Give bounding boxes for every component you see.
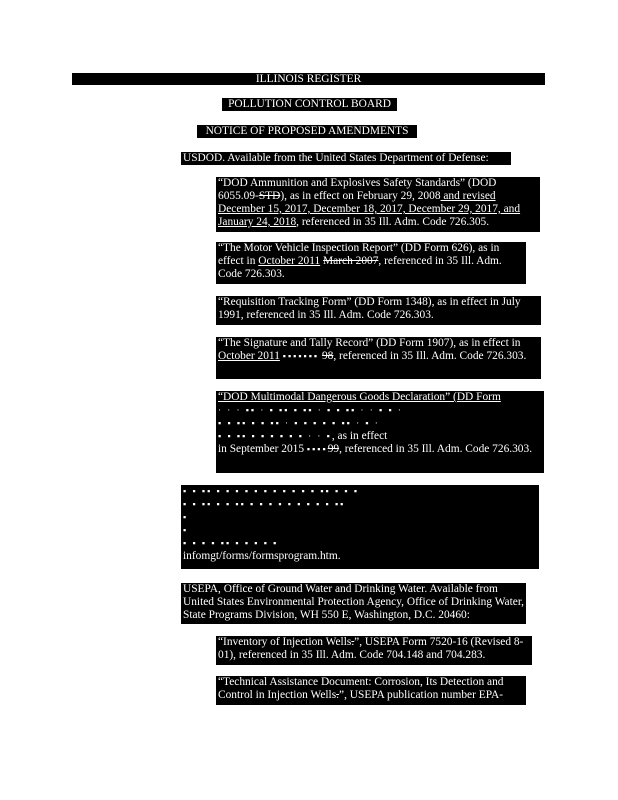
usepa-intro: USEPA, Office of Ground Water and Drinking Water. Available from United States Environmental Protection Agency, Office of Drinking Water, State Programs Division, WH 550 E, Washington, D.C. 20460: (181, 583, 526, 624)
item-text: “DOD Multimodal Dangerous Goods Declaration” (DD Form (218, 391, 501, 403)
notice-title: NOTICE OF PROPOSED AMENDMENTS (197, 125, 417, 138)
item-text: “Requisition Tracking Form” (DD Form 1348), as in effect in July 1991, referenced in 35 Ill. Adm. Code 726.303. (218, 296, 521, 321)
usdod-intro: USDOD. Available from the United States Department of Defense: (181, 152, 511, 165)
item-text: , referenced in 35 Ill. Adm. Code 726.303. (333, 350, 527, 362)
item-text: , referenced in 35 Ill. Adm. Code 726.305. (296, 216, 490, 228)
usdod-item-multimodal (216, 391, 544, 473)
usepa-item-technical-assistance (216, 676, 526, 705)
item-text: ”, USEPA publication number EPA- (339, 689, 504, 701)
item-text: “The Signature and Tally Record” (DD Form 1907), as in effect in (218, 337, 521, 349)
item-text: “Inventory of Injection Wells (218, 636, 352, 648)
item-text: , as in effect (331, 430, 388, 442)
degraded-text: ▪ ▪ ▪ ▪ ▪▪ ▪ ▪ ▪ ▪ ▪ (183, 538, 279, 548)
register-banner (72, 73, 545, 85)
degraded-text: ▪ (183, 512, 189, 522)
degraded-paragraph (181, 485, 539, 569)
deleted-text: . (351, 636, 355, 648)
degraded-text: ▪ (183, 525, 189, 535)
item-text: ”, USEPA Form 7520-16 (Revised 8-01), referenced in 35 Ill. Adm. Code 704.148 and 704.283. (218, 636, 524, 661)
deleted-text: STD (258, 190, 281, 202)
inserted-text: and revised December 15, 2017, December 18, 2017, December 29, 2017, and January 24, 2018 (218, 190, 521, 228)
item-text: “DOD Ammunition and Explosives Safety Standards” (DOD 6055.09- (218, 177, 497, 202)
usdod-item-motor-vehicle (216, 242, 526, 284)
usepa-item-inventory (216, 636, 532, 665)
deleted-text: March 2007 (323, 255, 379, 267)
inserted-text: October 2011 (258, 255, 321, 267)
item-text: “Technical Assistance Document: Corrosion, Its Detection and Control in Injection Wells (218, 676, 504, 701)
board-title: POLLUTION CONTROL BOARD (222, 98, 397, 111)
redaction-noise: ▪▪▪▪▪▪▪ (282, 351, 320, 361)
degraded-text: ▪ ▪ ▪▪ ▪ ▪ ▪ ▪ ▪ ▪ ▪ ▪ ▪ ▪ ▪ ▪▪ ▪ ▪ ▪ (183, 486, 360, 496)
deleted-text: . (336, 689, 340, 701)
degraded-text: ▪ ▪ ▪▪ ▪ ▪ ▪▪ · ▪ ▪ ▪ ▪ ▪ ▪▪ · ▪ · (218, 418, 380, 428)
usdod-item-signature-tally (216, 337, 541, 379)
deleted-text: 99 (327, 443, 340, 455)
redaction-noise: ▪▪▪▪ (306, 444, 328, 454)
forms-link-fragment: infomgt/forms/formsprogram.htm. (183, 550, 341, 562)
degraded-text: ▪ ▪ ▪▪ ▪ ▪ ▪▪ ▪ ▪ ▪ ▪ ▪ ▪ ▪ ▪ ▪ ▪▪ (183, 499, 346, 509)
item-text: in September 2015 (218, 443, 305, 455)
degraded-text: · · · ▪▪ · ▪ ▪▪ ▪ ▪▪ · ▪ ▪ ▪▪ · · ▪ ▪ · (218, 405, 403, 415)
item-text: ), as in effect on February 29, 2008 (280, 190, 441, 202)
item-text: “The Motor Vehicle Inspection Report” (DD Form 626), as in effect in (218, 242, 500, 267)
usdod-item-ammunition (216, 177, 540, 232)
item-text: , referenced in 35 Ill. Adm. Code 726.303. (218, 255, 502, 280)
usdod-item-requisition (216, 296, 541, 325)
deleted-text: 98 (321, 350, 334, 362)
inserted-text: October 2011 (218, 350, 280, 362)
degraded-text: ▪ ▪ ▪▪ ▪ ▪ ▪ ▪ ▪ ▪ · · ▪ (218, 431, 332, 441)
item-text: , referenced in 35 Ill. Adm. Code 726.303. (339, 443, 533, 455)
register-title: ILLINOIS REGISTER (255, 73, 362, 85)
